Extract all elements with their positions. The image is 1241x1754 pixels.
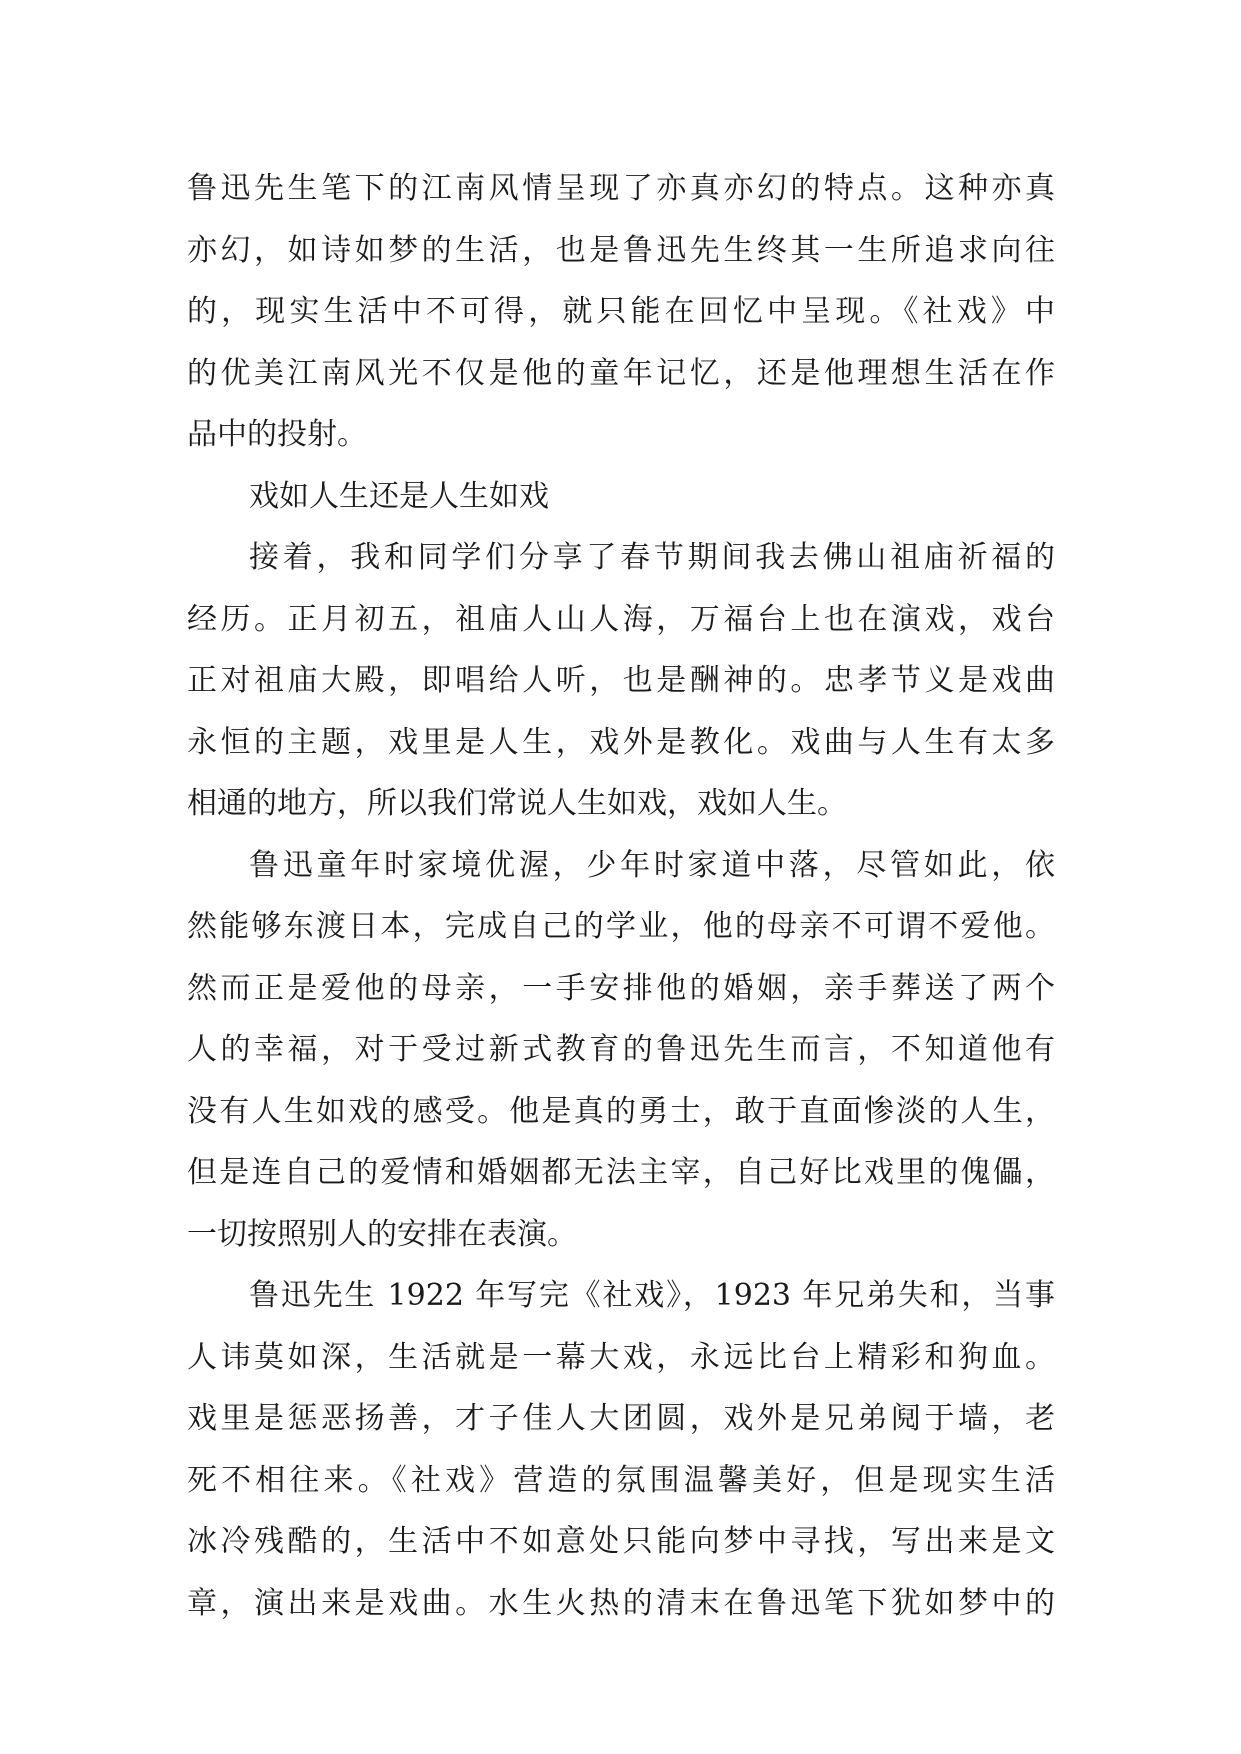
heading-text: 戏如人生还是人生如戏 <box>249 478 549 514</box>
section-heading <box>187 466 1055 528</box>
text-line: 然能够东渡日本，完成自己的学业，他的母亲不可谓不爱他。 <box>187 909 1055 944</box>
paragraph <box>187 158 1055 466</box>
text-line: 但是连自己的爱情和婚姻都无法主宰，自己好比戏里的傀儡， <box>187 1155 1055 1190</box>
text-line: 鲁迅先生 1922 年写完《社戏》，1923 年兄弟失和，当事 <box>249 1278 1055 1313</box>
text-line: 然而正是爱他的母亲，一手安排他的婚姻，亲手葬送了两个 <box>187 970 1055 1006</box>
body-text <box>187 158 1055 1634</box>
text-line: 死不相往来。《社戏》营造的氛围温馨美好，但是现实生活 <box>187 1462 1055 1498</box>
paragraph <box>187 1265 1055 1634</box>
text-line: 亦幻，如诗如梦的生活，也是鲁迅先生终其一生所追求向往 <box>187 232 1055 268</box>
text-line: 戏里是惩恶扬善，才子佳人大团圆，戏外是兄弟阋于墙，老 <box>187 1401 1055 1436</box>
text-line: 经历。正月初五，祖庙人山人海，万福台上也在演戏，戏台 <box>187 601 1055 637</box>
text-line: 鲁迅童年时家境优渥，少年时家道中落，尽管如此，依 <box>249 847 1055 883</box>
text-line: 鲁迅先生笔下的江南风情呈现了亦真亦幻的特点。这种亦真 <box>187 171 1055 206</box>
text-line: 品中的投射。 <box>187 417 367 452</box>
text-line: 没有人生如戏的感受。他是真的勇士，敢于直面惨淡的人生， <box>187 1093 1055 1129</box>
text-line: 冰冷残酷的，生活中不如意处只能向梦中寻找，写出来是文 <box>187 1524 1055 1559</box>
paragraph <box>187 527 1055 835</box>
text-line: 永恒的主题，戏里是人生，戏外是教化。戏曲与人生有太多 <box>187 724 1055 760</box>
text-line: 相通的地方，所以我们常说人生如戏，戏如人生。 <box>187 786 847 821</box>
paragraph <box>187 835 1055 1266</box>
text-line: 接着，我和同学们分享了春节期间我去佛山祖庙祈福的 <box>249 540 1055 575</box>
text-line: 的，现实生活中不可得，就只能在回忆中呈现。《社戏》中 <box>187 294 1055 329</box>
text-line: 正对祖庙大殿，即唱给人听，也是酬神的。忠孝节义是戏曲 <box>187 663 1055 698</box>
text-line: 人讳莫如深，生活就是一幕大戏，永远比台上精彩和狗血。 <box>187 1339 1055 1375</box>
text-line: 章，演出来是戏曲。水生火热的清末在鲁迅笔下犹如梦中的 <box>187 1585 1055 1621</box>
text-line: 一切按照别人的安排在表演。 <box>187 1216 577 1252</box>
text-line: 人的幸福，对于受过新式教育的鲁迅先生而言，不知道他有 <box>187 1032 1055 1067</box>
text-line: 的优美江南风光不仅是他的童年记忆，还是他理想生活在作 <box>187 355 1055 391</box>
